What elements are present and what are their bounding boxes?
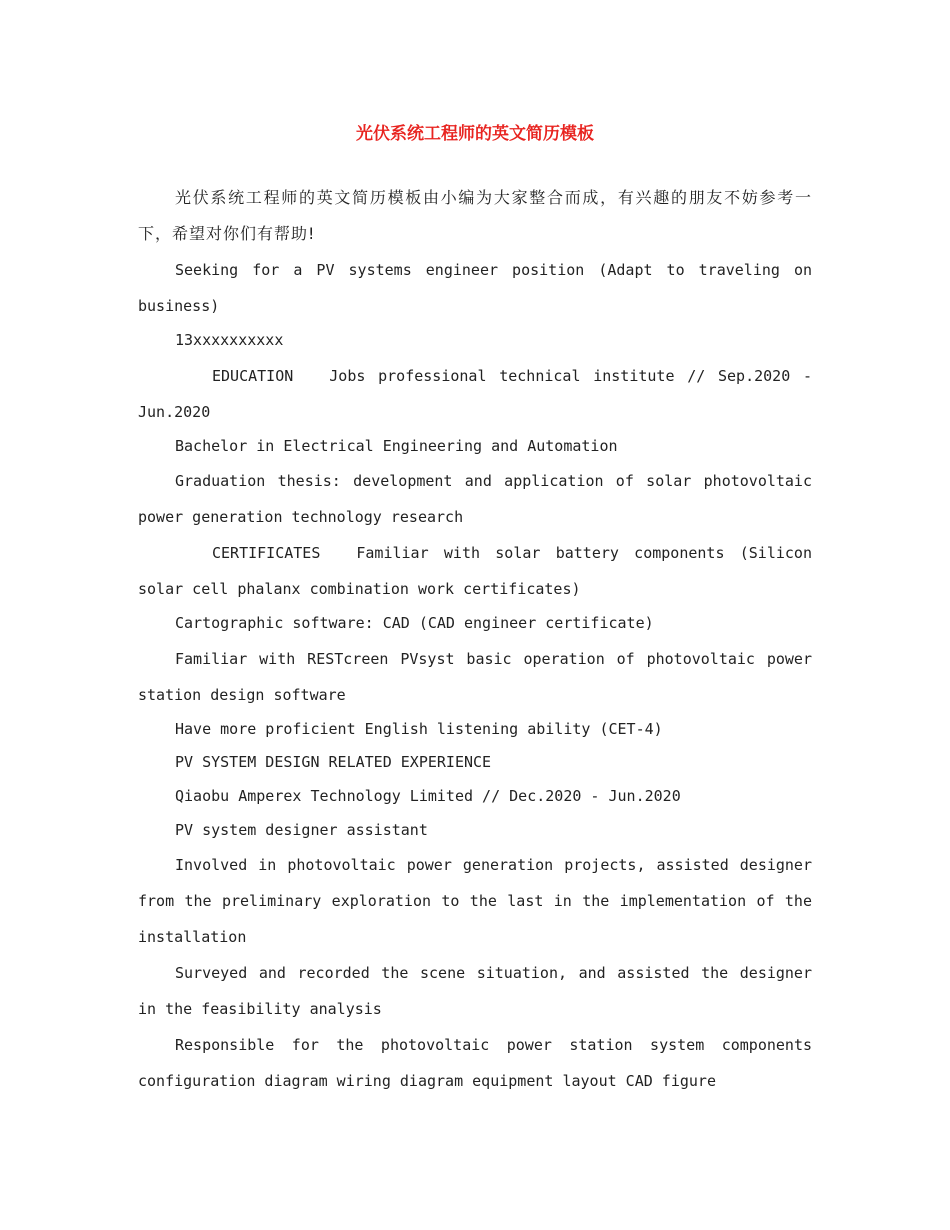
education-degree: Bachelor in Electrical Engineering and Automation [175,436,618,455]
document-page [138,118,812,1099]
experience-heading: PV SYSTEM DESIGN RELATED EXPERIENCE [175,753,492,772]
certificates-english: Have more proficient English listening ability (CET-4) [175,719,663,738]
experience-duty-2: Surveyed and recorded the scene situation, and assisted the designer in the feasibility analysis [138,964,812,1019]
experience-duty-1: Involved in photovoltaic power generation projects, assisted designer from the preliminary exploration to the last in the implementation of the installation [138,856,812,947]
certificates-software: Familiar with RESTcreen PVsyst basic operation of photovoltaic power station design software [138,649,812,704]
experience-role: PV system designer assistant [175,820,428,839]
certificates-cad: Cartographic software: CAD (CAD engineer certificate) [175,614,654,633]
objective-paragraph: Seeking for a PV systems engineer position (Adapt to traveling on business) [138,261,812,315]
education-thesis: Graduation thesis: development and application of solar photovoltaic power generation technology research [138,472,812,527]
certificates-solar: Familiar with solar battery components (Silicon solar cell phalanx combination work certificates) [138,544,812,599]
experience-duty-3: Responsible for the photovoltaic power station system components configuration diagram wiring diagram equipment layout CAD figure [138,1036,812,1091]
certificates-heading: CERTIFICATES [212,544,321,563]
education-institute: Jobs professional technical institute // Sep.2020 - Jun.2020 [138,366,812,421]
education-paragraph [138,358,812,430]
certificates-paragraph [138,535,812,607]
education-heading: EDUCATION [212,366,294,385]
document-title: 光伏系统工程师的英文简历模板 [356,124,594,144]
intro-paragraph: 光伏系统工程师的英文简历模板由小编为大家整合而成，有兴趣的朋友不妨参考一下，希望对你们有帮助! [138,188,812,243]
phone-number: 13xxxxxxxxxx [175,331,284,349]
experience-company: Qiaobu Amperex Technology Limited // Dec.2020 - Jun.2020 [175,786,681,805]
